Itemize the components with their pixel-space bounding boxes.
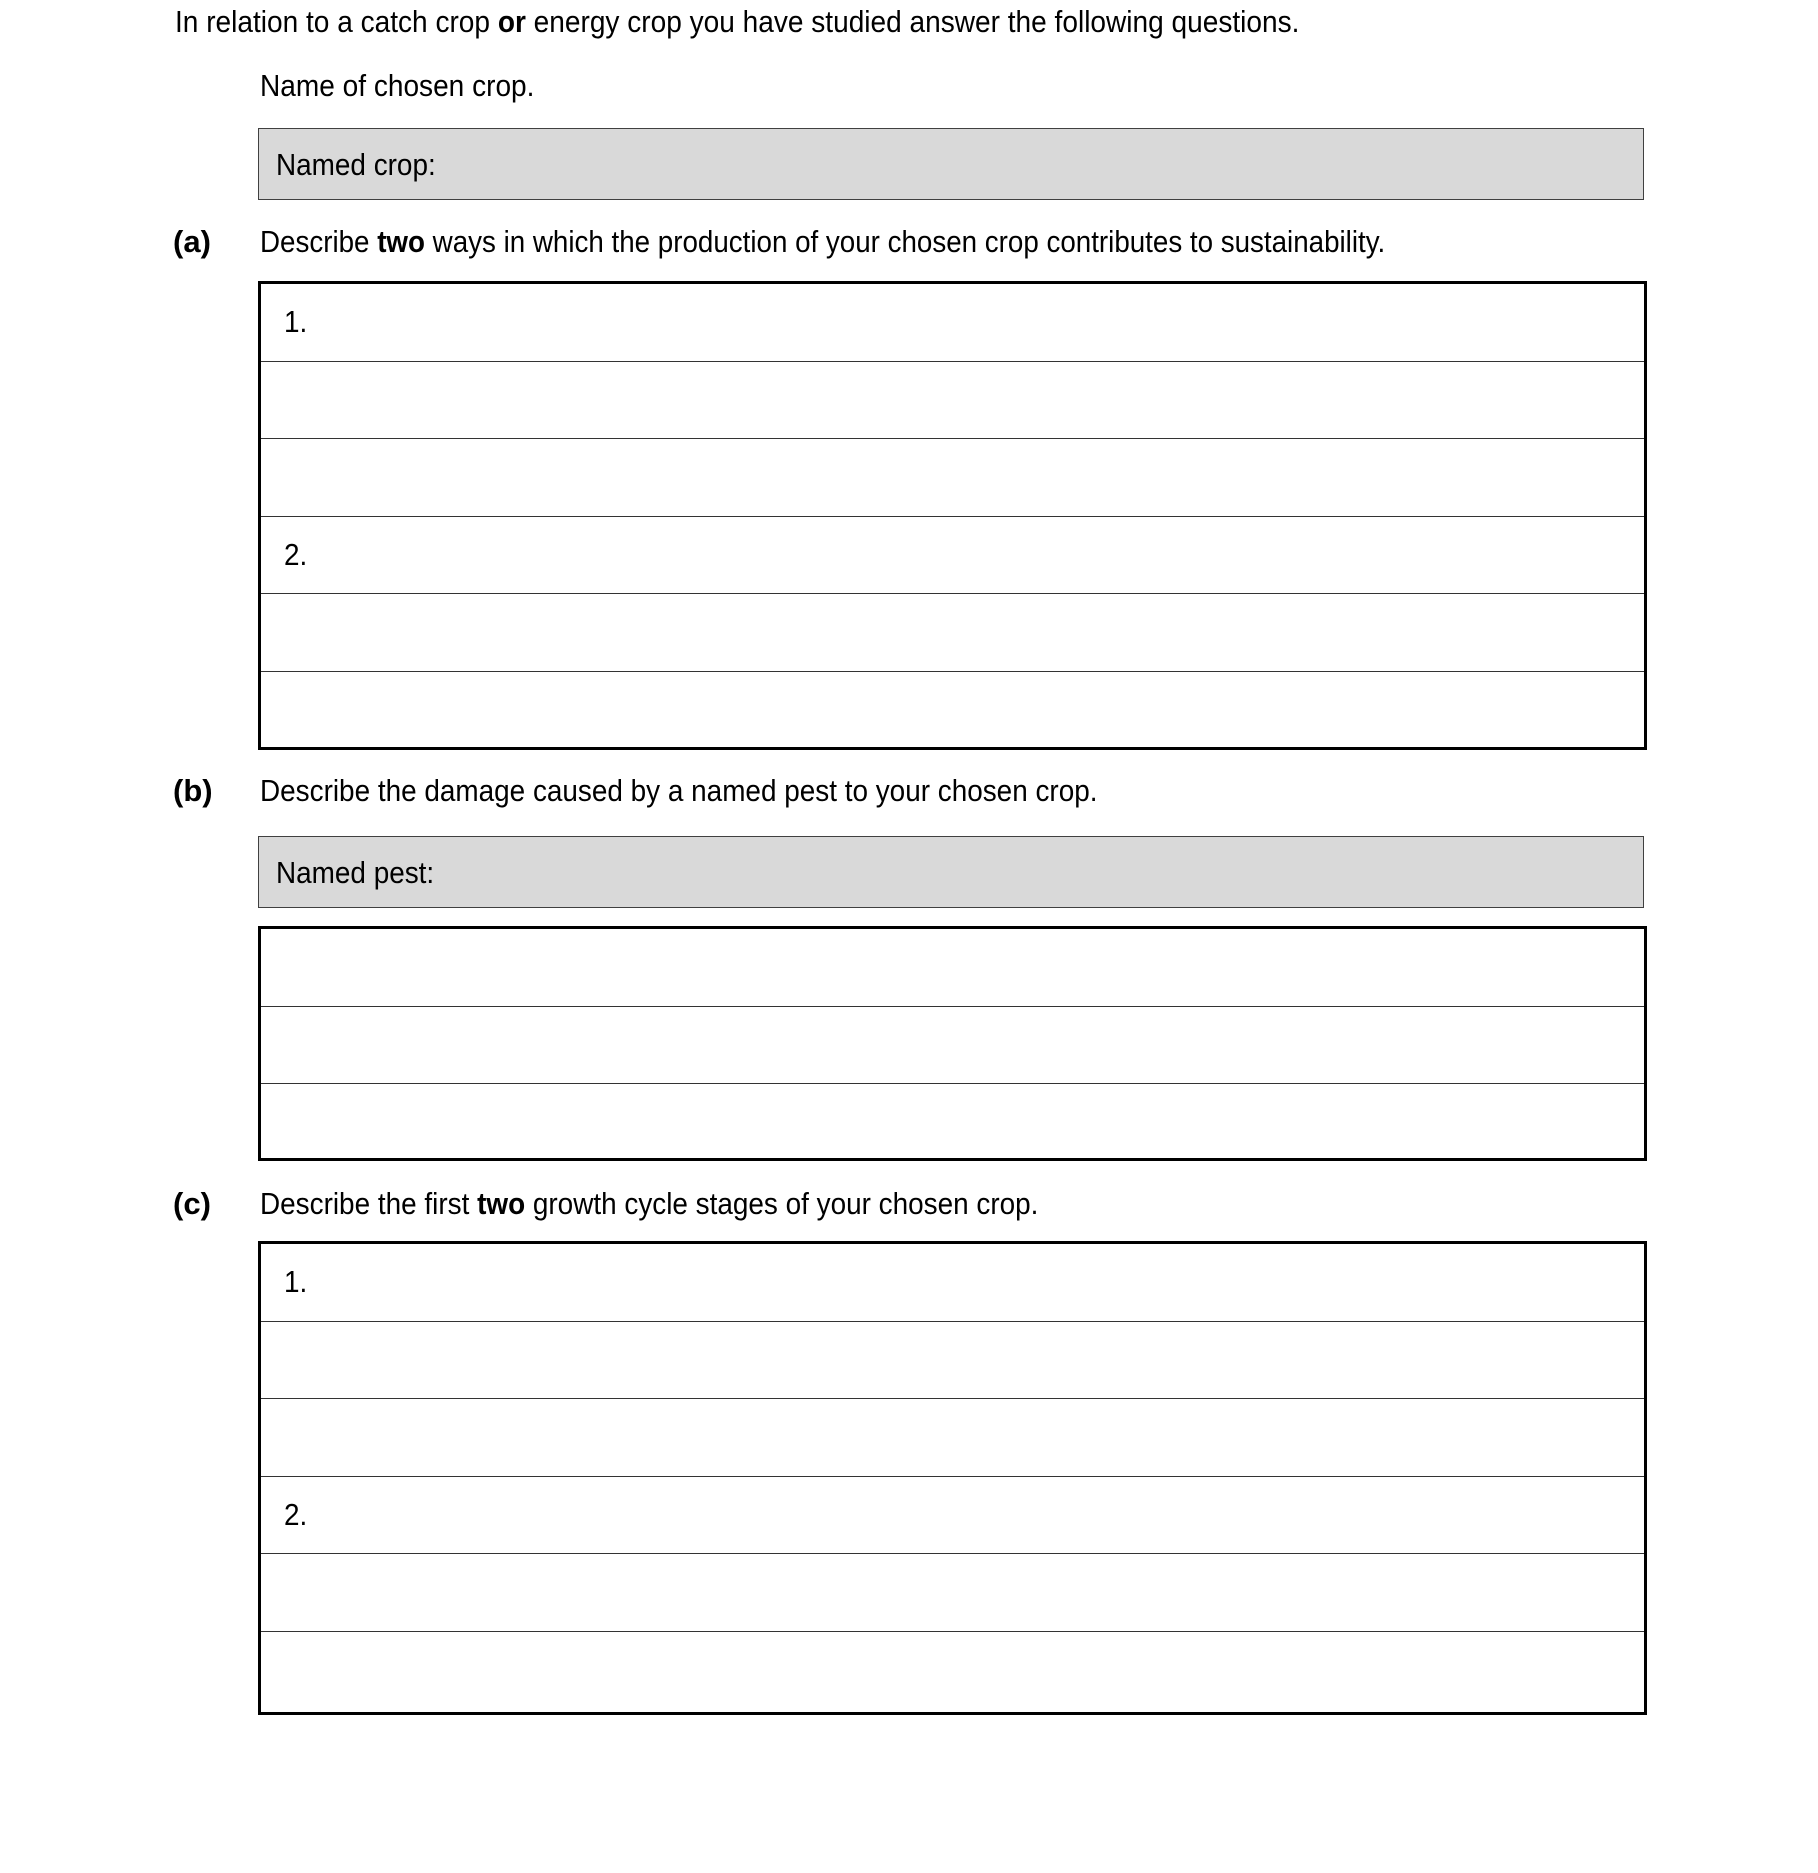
answer-number: 2. xyxy=(284,536,308,572)
named-pest-label: Named pest: xyxy=(276,855,435,890)
answer-input[interactable] xyxy=(261,1554,1644,1631)
named-pest-field[interactable] xyxy=(258,836,1644,908)
question-a-label: (a) xyxy=(173,224,211,259)
answer-line[interactable] xyxy=(261,594,1644,672)
answer-box-c xyxy=(258,1241,1647,1715)
question-c-text xyxy=(260,1188,1038,1219)
answer-input[interactable] xyxy=(261,517,1644,594)
question-a-text xyxy=(260,226,1385,257)
named-crop-label: Named crop: xyxy=(276,147,436,182)
question-c-text-start: Describe the first xyxy=(260,1186,478,1221)
answer-line[interactable] xyxy=(261,1244,1644,1322)
answer-line[interactable] xyxy=(261,1477,1644,1555)
answer-input[interactable] xyxy=(261,1244,1644,1321)
question-a-text-end: ways in which the production of your chosen crop contributes to sustainability. xyxy=(424,224,1386,259)
answer-line[interactable] xyxy=(261,1322,1644,1400)
question-c-text-bold: two xyxy=(477,1186,526,1221)
answer-line[interactable] xyxy=(261,1554,1644,1632)
answer-line[interactable] xyxy=(261,517,1644,595)
question-c-text-end: growth cycle stages of your chosen crop. xyxy=(525,1186,1039,1221)
answer-line[interactable] xyxy=(261,284,1644,362)
question-b-label: (b) xyxy=(173,773,213,808)
answer-input[interactable] xyxy=(261,1322,1644,1399)
answer-input[interactable] xyxy=(261,439,1644,516)
intro-text-bold: or xyxy=(497,4,526,39)
answer-line[interactable] xyxy=(261,1007,1644,1085)
question-c-label: (c) xyxy=(173,1186,211,1221)
question-a-text-bold: two xyxy=(377,224,425,259)
answer-line[interactable] xyxy=(261,1632,1644,1710)
answer-input[interactable] xyxy=(261,1399,1644,1476)
answer-input[interactable] xyxy=(261,594,1644,671)
answer-line[interactable] xyxy=(261,672,1644,750)
answer-input[interactable] xyxy=(261,1632,1644,1710)
answer-box-a xyxy=(258,281,1647,750)
answer-number: 1. xyxy=(284,304,308,339)
answer-input[interactable] xyxy=(261,929,1644,1006)
answer-input[interactable] xyxy=(261,1084,1644,1162)
intro-text-start: In relation to a catch crop xyxy=(175,4,498,39)
answer-input[interactable] xyxy=(261,672,1644,750)
intro-text xyxy=(175,6,1299,37)
answer-line[interactable] xyxy=(261,439,1644,517)
answer-line[interactable] xyxy=(261,929,1644,1007)
answer-input[interactable] xyxy=(261,1477,1644,1554)
answer-number: 2. xyxy=(284,1496,308,1532)
question-a-text-start: Describe xyxy=(260,224,378,259)
answer-box-b xyxy=(258,926,1647,1161)
answer-input[interactable] xyxy=(261,362,1644,439)
question-b-text: Describe the damage caused by a named pest to your chosen crop. xyxy=(260,773,1098,808)
intro-text-end: energy crop you have studied answer the following questions. xyxy=(525,4,1300,39)
answer-input[interactable] xyxy=(261,1007,1644,1084)
answer-line[interactable] xyxy=(261,1084,1644,1162)
answer-line[interactable] xyxy=(261,1399,1644,1477)
crop-prompt: Name of chosen crop. xyxy=(260,68,535,103)
answer-line[interactable] xyxy=(261,362,1644,440)
answer-number: 1. xyxy=(284,1264,308,1299)
named-crop-field[interactable] xyxy=(258,128,1644,200)
answer-input[interactable] xyxy=(261,284,1644,361)
